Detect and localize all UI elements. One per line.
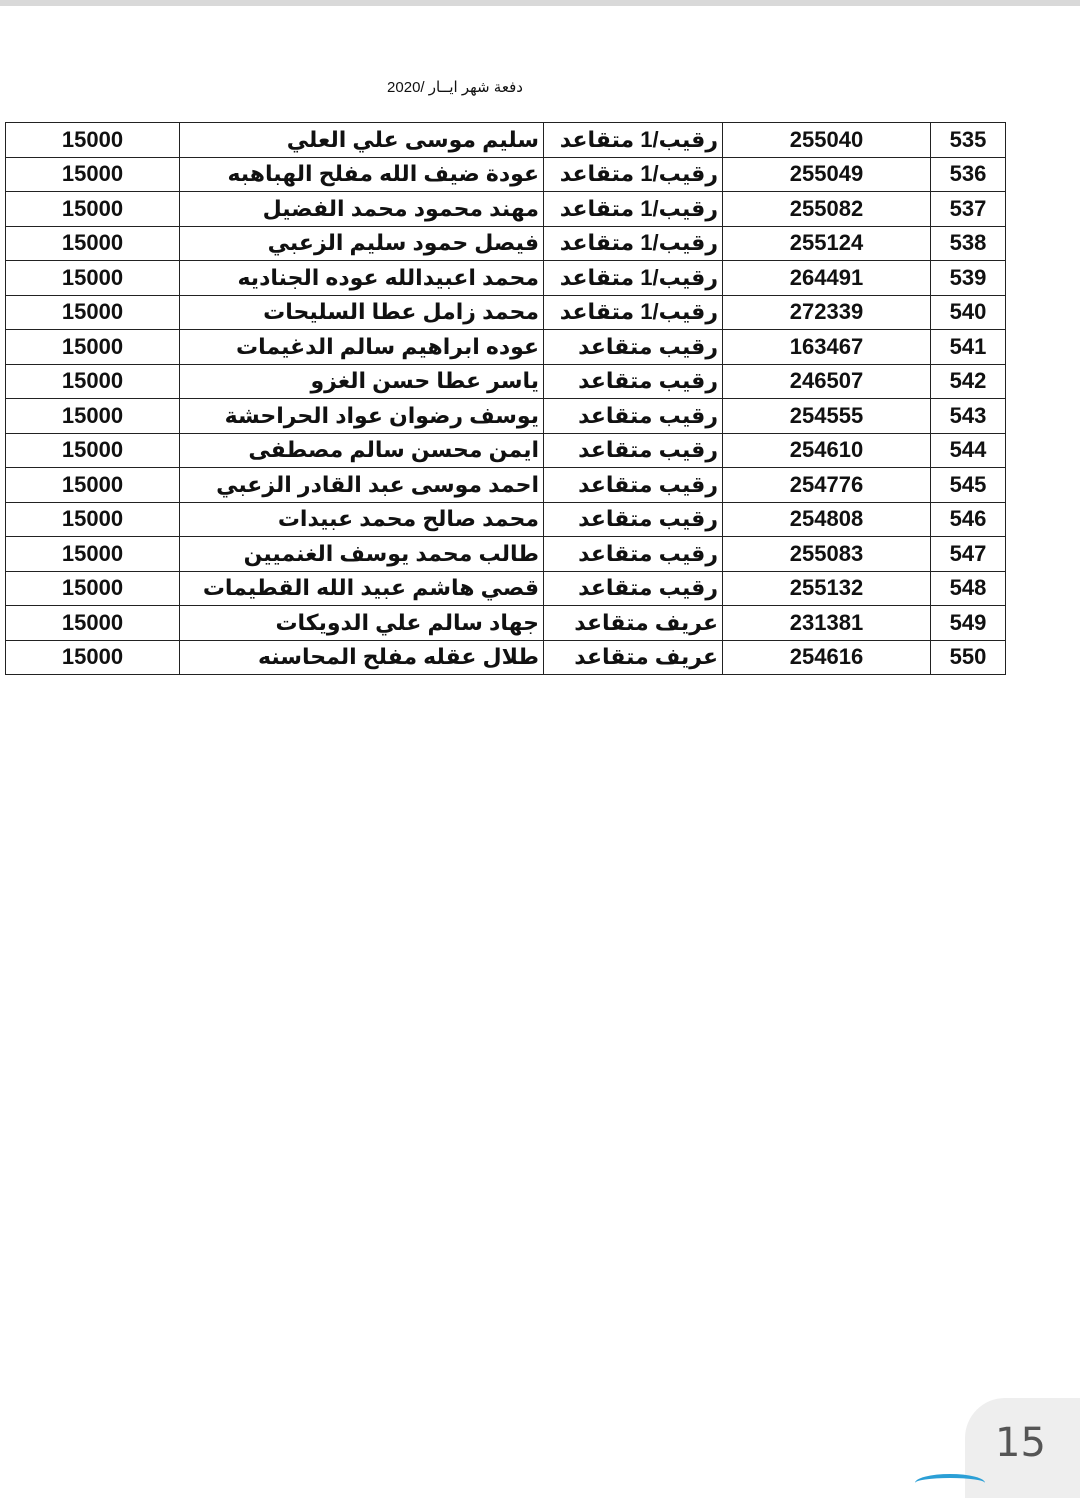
id-cell: 255124 — [723, 226, 931, 261]
sequence-cell: 545 — [931, 468, 1006, 503]
amount-cell: 15000 — [6, 399, 180, 434]
rank-cell: رقيب متقاعد — [544, 399, 723, 434]
id-cell: 254555 — [723, 399, 931, 434]
name-cell: عودة ضيف الله مفلح الهباهبه — [180, 157, 544, 192]
name-cell: محمد صالح محمد عبيدات — [180, 502, 544, 537]
amount-cell: 15000 — [6, 502, 180, 537]
top-edge-bar — [0, 0, 1080, 6]
rank-cell: رقيب متقاعد — [544, 433, 723, 468]
id-cell: 163467 — [723, 330, 931, 365]
rank-cell: رقيب/1 متقاعد — [544, 295, 723, 330]
sequence-cell: 548 — [931, 571, 1006, 606]
sequence-cell: 542 — [931, 364, 1006, 399]
sequence-cell: 538 — [931, 226, 1006, 261]
table-row — [6, 295, 1006, 330]
name-cell: سليم موسى علي العلي — [180, 123, 544, 158]
amount-cell: 15000 — [6, 606, 180, 641]
name-cell: محمد اعبيدالله عوده الجناديه — [180, 261, 544, 296]
rank-cell: رقيب متقاعد — [544, 468, 723, 503]
rank-cell: رقيب متقاعد — [544, 364, 723, 399]
rank-cell: رقيب متقاعد — [544, 537, 723, 572]
table-row — [6, 226, 1006, 261]
amount-cell: 15000 — [6, 364, 180, 399]
amount-cell: 15000 — [6, 295, 180, 330]
sequence-cell: 547 — [931, 537, 1006, 572]
name-cell: جهاد سالم علي الدويكات — [180, 606, 544, 641]
rank-cell: رقيب متقاعد — [544, 330, 723, 365]
name-cell: طلال عقله مفلح المحاسنه — [180, 640, 544, 675]
table-row — [6, 157, 1006, 192]
name-cell: محمد زامل عطا السليحات — [180, 295, 544, 330]
table-row — [6, 364, 1006, 399]
table-row — [6, 468, 1006, 503]
name-cell: عوده ابراهيم سالم الدغيمات — [180, 330, 544, 365]
name-cell: مهند محمود محمد الفضيل — [180, 192, 544, 227]
rank-cell: رقيب/1 متقاعد — [544, 123, 723, 158]
sequence-cell: 544 — [931, 433, 1006, 468]
rank-cell: رقيب/1 متقاعد — [544, 226, 723, 261]
name-cell: احمد موسى عبد القادر الزعبي — [180, 468, 544, 503]
rank-cell: عريف متقاعد — [544, 640, 723, 675]
sequence-cell: 537 — [931, 192, 1006, 227]
id-cell: 254610 — [723, 433, 931, 468]
rank-cell: رقيب/1 متقاعد — [544, 261, 723, 296]
sequence-cell: 536 — [931, 157, 1006, 192]
table-row — [6, 537, 1006, 572]
id-cell: 254616 — [723, 640, 931, 675]
table-row — [6, 261, 1006, 296]
id-cell: 255040 — [723, 123, 931, 158]
amount-cell: 15000 — [6, 157, 180, 192]
amount-cell: 15000 — [6, 123, 180, 158]
id-cell: 264491 — [723, 261, 931, 296]
name-cell: ياسر عطا حسن الغزو — [180, 364, 544, 399]
amount-cell: 15000 — [6, 433, 180, 468]
amount-cell: 15000 — [6, 571, 180, 606]
page-title: دفعة شهر ايــار /2020 — [387, 79, 523, 96]
rank-cell: رقيب متقاعد — [544, 571, 723, 606]
table-row — [6, 640, 1006, 675]
rank-cell: رقيب متقاعد — [544, 502, 723, 537]
id-cell: 254808 — [723, 502, 931, 537]
id-cell: 272339 — [723, 295, 931, 330]
id-cell: 255083 — [723, 537, 931, 572]
table-row — [6, 571, 1006, 606]
table-row — [6, 433, 1006, 468]
sequence-cell: 550 — [931, 640, 1006, 675]
id-cell: 255049 — [723, 157, 931, 192]
table-row — [6, 399, 1006, 434]
sequence-cell: 541 — [931, 330, 1006, 365]
amount-cell: 15000 — [6, 640, 180, 675]
id-cell: 254776 — [723, 468, 931, 503]
sequence-cell: 539 — [931, 261, 1006, 296]
sequence-cell: 543 — [931, 399, 1006, 434]
id-cell: 255132 — [723, 571, 931, 606]
sequence-cell: 535 — [931, 123, 1006, 158]
amount-cell: 15000 — [6, 537, 180, 572]
rank-cell: رقيب/1 متقاعد — [544, 157, 723, 192]
table-row — [6, 606, 1006, 641]
amount-cell: 15000 — [6, 330, 180, 365]
amount-cell: 15000 — [6, 226, 180, 261]
amount-cell: 15000 — [6, 192, 180, 227]
table-body — [6, 123, 1006, 675]
rank-cell: رقيب/1 متقاعد — [544, 192, 723, 227]
table-row — [6, 502, 1006, 537]
sequence-cell: 549 — [931, 606, 1006, 641]
id-cell: 255082 — [723, 192, 931, 227]
name-cell: فيصل حمود سليم الزعبي — [180, 226, 544, 261]
table-row — [6, 123, 1006, 158]
name-cell: قصي هاشم عبيد الله القطيمات — [180, 571, 544, 606]
name-cell: طالب محمد يوسف الغنميين — [180, 537, 544, 572]
table-row — [6, 192, 1006, 227]
page-number: 15 — [995, 1420, 1046, 1466]
name-cell: يوسف رضوان عواد الحراحشة — [180, 399, 544, 434]
table-row — [6, 330, 1006, 365]
amount-cell: 15000 — [6, 261, 180, 296]
sequence-cell: 546 — [931, 502, 1006, 537]
rank-cell: عريف متقاعد — [544, 606, 723, 641]
amount-cell: 15000 — [6, 468, 180, 503]
scroll-indicator-arc — [915, 1474, 985, 1492]
sequence-cell: 540 — [931, 295, 1006, 330]
name-cell: ايمن محسن سالم مصطفى — [180, 433, 544, 468]
id-cell: 231381 — [723, 606, 931, 641]
id-cell: 246507 — [723, 364, 931, 399]
payroll-table — [5, 122, 1006, 675]
